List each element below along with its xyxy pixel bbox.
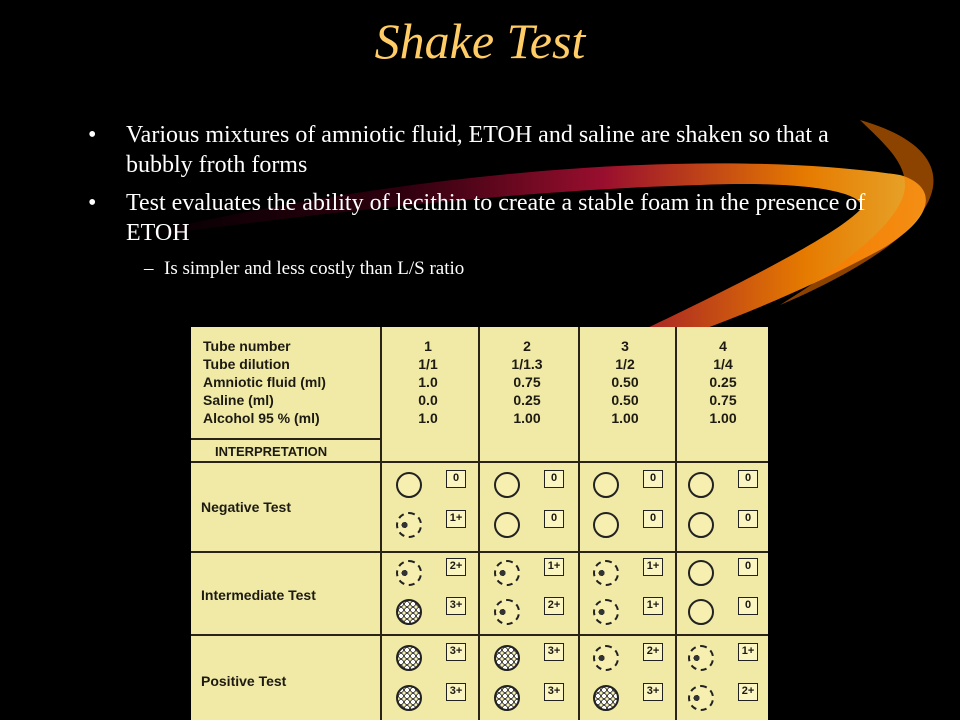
row-label: Amniotic fluid (ml) xyxy=(203,374,326,390)
froth-score-box: 1+ xyxy=(446,510,466,528)
froth-score-box: 3+ xyxy=(643,683,663,701)
tube-froth-circle xyxy=(688,560,714,586)
shake-test-table-image xyxy=(191,327,768,720)
amniotic-fluid-ml: 1.0 xyxy=(418,374,438,390)
tube-dilution: 1/1 xyxy=(418,356,438,372)
amniotic-fluid-ml: 0.50 xyxy=(611,374,639,390)
bullet-text: Various mixtures of amniotic fluid, ETOH and saline are shaken so that a bubbly froth forms xyxy=(126,122,829,178)
tube-froth-circle xyxy=(688,599,714,625)
table-row-labels xyxy=(203,337,326,427)
bullet-list xyxy=(88,120,888,282)
froth-score-box: 0 xyxy=(544,470,564,488)
tube-number: 4 xyxy=(719,338,727,354)
bullet-item-1 xyxy=(88,120,888,180)
tube-dilution: 1/2 xyxy=(615,356,635,372)
froth-score-box: 2+ xyxy=(446,558,466,576)
alcohol-ml: 1.00 xyxy=(709,410,737,426)
froth-score-box: 0 xyxy=(738,470,758,488)
froth-score-box: 3+ xyxy=(446,683,466,701)
sub-bullet-text: Is simpler and less costly than L/S ratio xyxy=(164,258,465,279)
froth-score-box: 1+ xyxy=(738,643,758,661)
tube-froth-circle xyxy=(593,472,619,498)
tube-froth-circle xyxy=(396,685,422,711)
froth-score-box: 3+ xyxy=(544,683,564,701)
saline-ml: 0.50 xyxy=(611,392,639,408)
negative-test-label: Negative Test xyxy=(201,499,291,515)
sub-bullet-item xyxy=(88,256,888,282)
tube-froth-circle xyxy=(494,472,520,498)
froth-score-box: 2+ xyxy=(738,683,758,701)
froth-score-box: 0 xyxy=(738,597,758,615)
interpretation-header: INTERPRETATION xyxy=(215,444,328,459)
tube-froth-circle xyxy=(688,472,714,498)
row-label: Tube number xyxy=(203,338,291,354)
saline-ml: 0.25 xyxy=(513,392,541,408)
tube-froth-circle xyxy=(593,512,619,538)
amniotic-fluid-ml: 0.25 xyxy=(709,374,737,390)
tube-froth-circle xyxy=(593,599,619,625)
tube-froth-circle xyxy=(396,512,422,538)
bullet-symbol: • xyxy=(88,190,97,216)
row-label: Saline (ml) xyxy=(203,392,274,408)
alcohol-ml: 1.0 xyxy=(418,410,438,426)
froth-score-box: 0 xyxy=(446,470,466,488)
froth-score-box: 0 xyxy=(643,510,663,528)
tube-column-1 xyxy=(383,337,473,427)
tube-froth-circle xyxy=(396,645,422,671)
froth-score-box: 3+ xyxy=(446,643,466,661)
froth-score-box: 0 xyxy=(544,510,564,528)
tube-dilution: 1/1.3 xyxy=(511,356,543,372)
tube-number: 1 xyxy=(424,338,432,354)
tube-number: 3 xyxy=(621,338,629,354)
tube-froth-circle xyxy=(688,685,714,711)
positive-test-label: Positive Test xyxy=(201,673,287,689)
intermediate-test-label: Intermediate Test xyxy=(201,587,316,603)
tube-column-4 xyxy=(678,337,768,427)
bullet-text: Test evaluates the ability of lecithin to create a stable foam in the presence of ETOH xyxy=(126,190,866,246)
alcohol-ml: 1.00 xyxy=(513,410,541,426)
slide-title: Shake Test xyxy=(374,13,586,69)
alcohol-ml: 1.00 xyxy=(611,410,639,426)
tube-froth-circle xyxy=(396,560,422,586)
bullet-item-2 xyxy=(88,188,888,248)
sub-bullet-symbol: – xyxy=(144,258,154,279)
froth-score-box: 3+ xyxy=(544,643,564,661)
tube-froth-circle xyxy=(494,512,520,538)
tube-froth-circle xyxy=(593,685,619,711)
froth-score-box: 2+ xyxy=(544,597,564,615)
froth-score-box: 0 xyxy=(738,510,758,528)
froth-score-box: 0 xyxy=(738,558,758,576)
tube-column-3 xyxy=(580,337,670,427)
tube-froth-circle xyxy=(593,560,619,586)
row-label: Tube dilution xyxy=(203,356,290,372)
tube-froth-circle xyxy=(688,645,714,671)
row-label: Alcohol 95 % (ml) xyxy=(203,410,320,426)
tube-froth-circle xyxy=(688,512,714,538)
tube-froth-circle xyxy=(396,599,422,625)
tube-froth-circle xyxy=(494,599,520,625)
amniotic-fluid-ml: 0.75 xyxy=(513,374,541,390)
tube-froth-circle xyxy=(494,560,520,586)
tube-froth-circle xyxy=(593,645,619,671)
froth-score-box: 2+ xyxy=(643,643,663,661)
tube-column-2 xyxy=(482,337,572,427)
froth-score-box: 1+ xyxy=(544,558,564,576)
saline-ml: 0.75 xyxy=(709,392,737,408)
froth-score-box: 0 xyxy=(643,470,663,488)
tube-froth-circle xyxy=(396,472,422,498)
tube-froth-circle xyxy=(494,645,520,671)
tube-froth-circle xyxy=(494,685,520,711)
froth-score-box: 1+ xyxy=(643,558,663,576)
froth-score-box: 1+ xyxy=(643,597,663,615)
bullet-symbol: • xyxy=(88,122,97,148)
froth-score-box: 3+ xyxy=(446,597,466,615)
tube-number: 2 xyxy=(523,338,531,354)
tube-dilution: 1/4 xyxy=(713,356,733,372)
saline-ml: 0.0 xyxy=(418,392,438,408)
